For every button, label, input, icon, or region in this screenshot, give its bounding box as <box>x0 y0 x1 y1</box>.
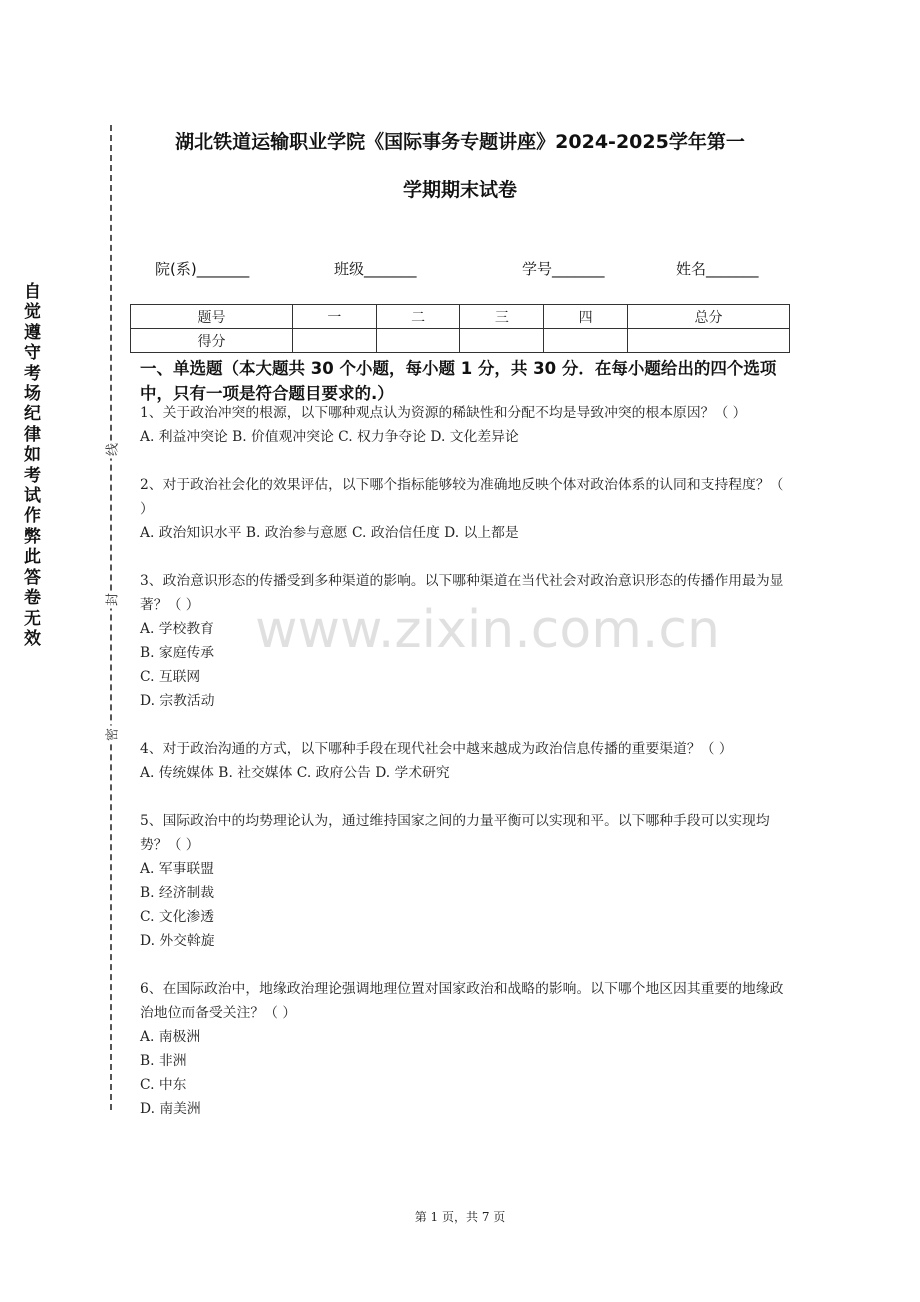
title-line-1: 湖北铁道运输职业学院《国际事务专题讲座》2024-2025学年第一 <box>175 131 745 153</box>
row-label: 得分 <box>131 329 293 353</box>
question-list <box>140 401 785 1145</box>
class-field: 班级_______ <box>334 260 417 278</box>
header-cell: 二 <box>376 305 460 329</box>
header-cell: 三 <box>460 305 544 329</box>
title-line-2: 学期期末试卷 <box>402 179 517 201</box>
binding-warning: 自觉遵守考场纪律如考试作弊此答卷无效 <box>24 282 41 649</box>
seal-mark-secret: 密 <box>102 726 121 744</box>
question-text: 5、国际政治中的均势理论认为，通过维持国家之间的力量平衡可以实现和平。以下哪种手段可以实现均势？（ ） <box>140 813 770 853</box>
score-cell <box>292 329 376 353</box>
score-cell <box>460 329 544 353</box>
question-text: 4、对于政治沟通的方式，以下哪种手段在现代社会中越来越成为政治信息传播的重要渠道？（ ） <box>140 741 733 757</box>
answer-option: C. 文化渗透 <box>140 909 215 925</box>
score-table-header <box>131 305 790 329</box>
watermark: www.zixin.com.cn <box>255 600 720 660</box>
score-row <box>131 329 790 353</box>
question-text: 1、关于政治冲突的根源，以下哪种观点认为资源的稀缺性和分配不均是导致冲突的根本原因？（ ） <box>140 405 747 421</box>
question-6 <box>140 977 785 1121</box>
score-cell <box>376 329 460 353</box>
answer-option: A. 政治知识水平 B. 政治参与意愿 C. 政治信任度 D. 以上都是 <box>140 525 519 541</box>
header-cell: 四 <box>544 305 628 329</box>
question-1 <box>140 401 785 449</box>
seal-mark-seal: 封 <box>102 591 121 609</box>
answer-option: D. 外交斡旋 <box>140 933 215 949</box>
answer-option: B. 家庭传承 <box>140 645 215 661</box>
answer-option: B. 非洲 <box>140 1053 187 1069</box>
answer-option: A. 学校教育 <box>140 621 214 637</box>
answer-option: A. 军事联盟 <box>140 861 214 877</box>
answer-option: C. 中东 <box>140 1077 187 1093</box>
question-text: 3、政治意识形态的传播受到多种渠道的影响。以下哪种渠道在当代社会对政治意识形态的传播作用最为显著？（ ） <box>140 573 784 613</box>
seal-mark-line: 线 <box>102 441 121 459</box>
binding-line <box>110 125 112 1110</box>
page-footer: 第 1 页，共 7 页 <box>414 1210 506 1224</box>
answer-option: A. 利益冲突论 B. 价值观冲突论 C. 权力争夺论 D. 文化差异论 <box>140 429 519 445</box>
question-text: 2、对于政治社会化的效果评估，以下哪个指标能够较为准确地反映个体对政治体系的认同和支持程度？（ ） <box>140 477 784 517</box>
answer-option: A. 传统媒体 B. 社交媒体 C. 政府公告 D. 学术研究 <box>140 765 450 781</box>
score-table <box>130 304 790 353</box>
header-cell: 题号 <box>131 305 293 329</box>
answer-option: D. 南美洲 <box>140 1101 201 1117</box>
dept-field: 院(系)_______ <box>155 260 250 278</box>
header-cell: 总分 <box>628 305 790 329</box>
score-cell <box>544 329 628 353</box>
header-cell: 一 <box>292 305 376 329</box>
answer-option: B. 经济制裁 <box>140 885 215 901</box>
question-4 <box>140 737 785 785</box>
name-field: 姓名_______ <box>676 260 759 278</box>
answer-option: C. 互联网 <box>140 669 201 685</box>
answer-option: D. 宗教活动 <box>140 693 215 709</box>
question-3 <box>140 569 785 713</box>
answer-option: A. 南极洲 <box>140 1029 201 1045</box>
score-cell <box>628 329 790 353</box>
student-id-field: 学号_______ <box>522 260 605 278</box>
question-2 <box>140 473 785 545</box>
question-5 <box>140 809 785 953</box>
section-heading: 一、单选题（本大题共 30 个小题，每小题 1 分，共 30 分．在每小题给出的四个选项中，只有一项是符合题目要求的.） <box>140 359 777 403</box>
question-text: 6、在国际政治中，地缘政治理论强调地理位置对国家政治和战略的影响。以下哪个地区因其重要的地缘政治地位而备受关注？（ ） <box>140 981 784 1021</box>
